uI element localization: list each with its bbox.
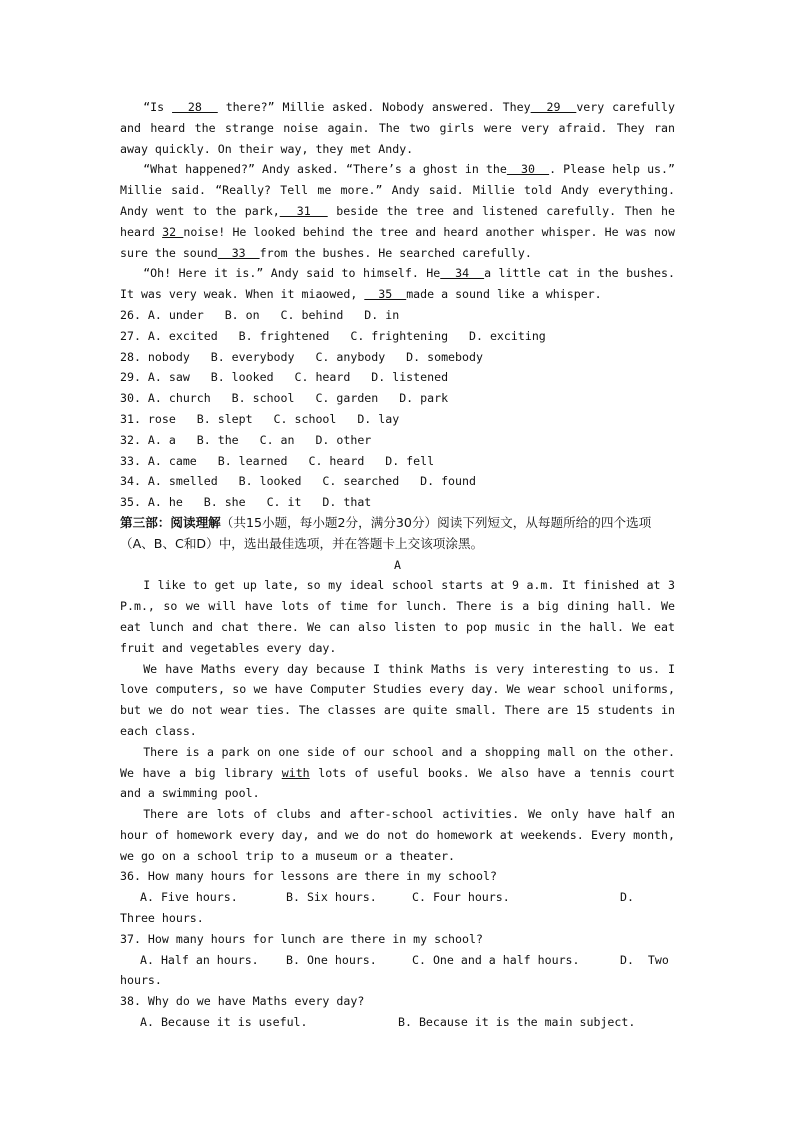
q38-option-b: B. Because it is the main subject. (398, 1015, 636, 1030)
option-27: 27. A. excited B. frightened C. frightening D. exciting (120, 328, 546, 343)
option-29: 29. A. saw B. looked C. heard D. listened (120, 370, 449, 385)
option-30: 30. A. church B. school C. garden D. park (120, 391, 449, 406)
question-36 (120, 866, 675, 928)
option-32: 32. A. a B. the C. an D. other (120, 432, 372, 447)
blank-35: 35 (364, 287, 407, 302)
text-span: from the bushes. He searched carefully. (259, 245, 532, 260)
q37-option-d-text: hours. (120, 973, 162, 988)
q36-option-b: B. Six hours. (286, 890, 377, 905)
blank-31: 31 (279, 203, 328, 218)
question-37 (120, 929, 675, 991)
text-span: “What happened?” Andy asked. “There’s a ghost in the (143, 162, 507, 177)
option-33: 33. A. came B. learned C. heard D. fell (120, 453, 435, 468)
text-span: There is a park on one side of our school and a shopping mall on the other. We have a big library (120, 744, 675, 780)
text-span: made a sound like a whisper. (406, 287, 602, 302)
q37-option-b: B. One hours. (286, 952, 377, 967)
section-3-heading (120, 513, 675, 555)
q37-option-c: C. One and a half hours. (412, 952, 580, 967)
q37-option-a: A. Half an hours. (140, 952, 259, 967)
q36-option-c: C. Four hours. (412, 890, 510, 905)
passage-label: A (394, 557, 401, 572)
option-28: 28. nobody B. everybody C. anybody D. somebody (120, 349, 483, 364)
passage-paragraph-4: There are lots of clubs and after-school activities. We only have half an hour of homework every day, and we do not do homework at weekends. Every month, we go on a school trip to a museum or a theater. (120, 807, 675, 863)
text-span: “Oh! Here it is.” Andy said to himself. He (143, 266, 441, 281)
q37-option-d: D. Two (620, 952, 669, 967)
section-3-instructions: （共15小题，每小题2分，满分30分）阅读下列短文，从每题所给的四个选项（A、B、C和D）中，选出最佳选项，并在答题卡上交该项涂黑。 (120, 514, 652, 551)
q36-option-d: D. (620, 890, 634, 905)
option-31: 31. rose B. slept C. school D. lay (120, 411, 400, 426)
blank-28: 28 (172, 100, 218, 114)
passage-paragraph-2: We have Maths every day because I think Maths is very interesting to us. I love computers, so we have Computer Studies every day. We wear school uniforms, but we do not wear ties. The classes are quite small. There are 15 students in each class. (120, 661, 675, 738)
text-span: there?” Millie asked. Nobody answered. They (217, 100, 531, 114)
text-span: “Is (143, 100, 173, 114)
passage-paragraph-1: I like to get up late, so my ideal school starts at 9 a.m. It finished at 3 P.m., so we will have lots of time for lunch. There is a big dining hall. We eat lunch and chat there. We can also listen to pop music in the hall. We eat fruit and vegetables every day. (120, 578, 675, 655)
q38-option-a: A. Because it is useful. (140, 1015, 308, 1030)
question-37-stem: 37. How many hours for lunch are there in my school? (120, 931, 483, 946)
text-span: lots of useful books. We also have a tennis court and a swimming pool. (120, 765, 675, 801)
question-37-options (120, 950, 675, 971)
option-35: 35. A. he B. she C. it D. that (120, 495, 372, 510)
option-list (120, 305, 675, 513)
section-3-title: 第三部：阅读理解 (120, 514, 221, 530)
blank-33: 33 (217, 245, 260, 260)
story-paragraph-3 (120, 263, 675, 305)
story-paragraph-2 (120, 159, 675, 263)
text-span: a little cat in the bushes. It was very weak. When it miaowed, (120, 266, 675, 302)
underlined-word: with (281, 765, 310, 780)
question-38 (120, 991, 675, 1033)
text-span: very carefully and heard the strange noise again. The two girls were very afraid. They ran away quickly. On their way, they met Andy. (120, 100, 675, 156)
q36-option-d-text: Three hours. (120, 911, 204, 926)
text-span: . Please help us.” Millie said. “Really? Tell me more.” Andy said. Millie told Andy everything. Andy went to the park, (120, 162, 675, 218)
option-26: 26. A. under B. on C. behind D. in (120, 307, 400, 322)
text-span: beside the tree and listened carefully. Then he heard (120, 203, 675, 239)
text-span: noise! He looked behind the tree and heard another whisper. He was now sure the sound (120, 224, 675, 260)
blank-32: 32 (162, 224, 184, 239)
blank-30: 30 (506, 162, 550, 177)
blank-34: 34 (440, 266, 485, 281)
question-38-stem: 38. Why do we have Maths every day? (120, 994, 365, 1009)
document-page (120, 97, 675, 1033)
option-34: 34. A. smelled B. looked C. searched D. found (120, 474, 476, 489)
passage-paragraph-3 (120, 742, 675, 804)
story-paragraph-1 (120, 97, 675, 159)
q36-option-a: A. Five hours. (140, 890, 238, 905)
question-36-stem: 36. How many hours for lessons are there in my school? (120, 869, 497, 884)
question-38-options (120, 1012, 675, 1033)
blank-29: 29 (530, 100, 577, 114)
question-36-options (120, 887, 675, 908)
